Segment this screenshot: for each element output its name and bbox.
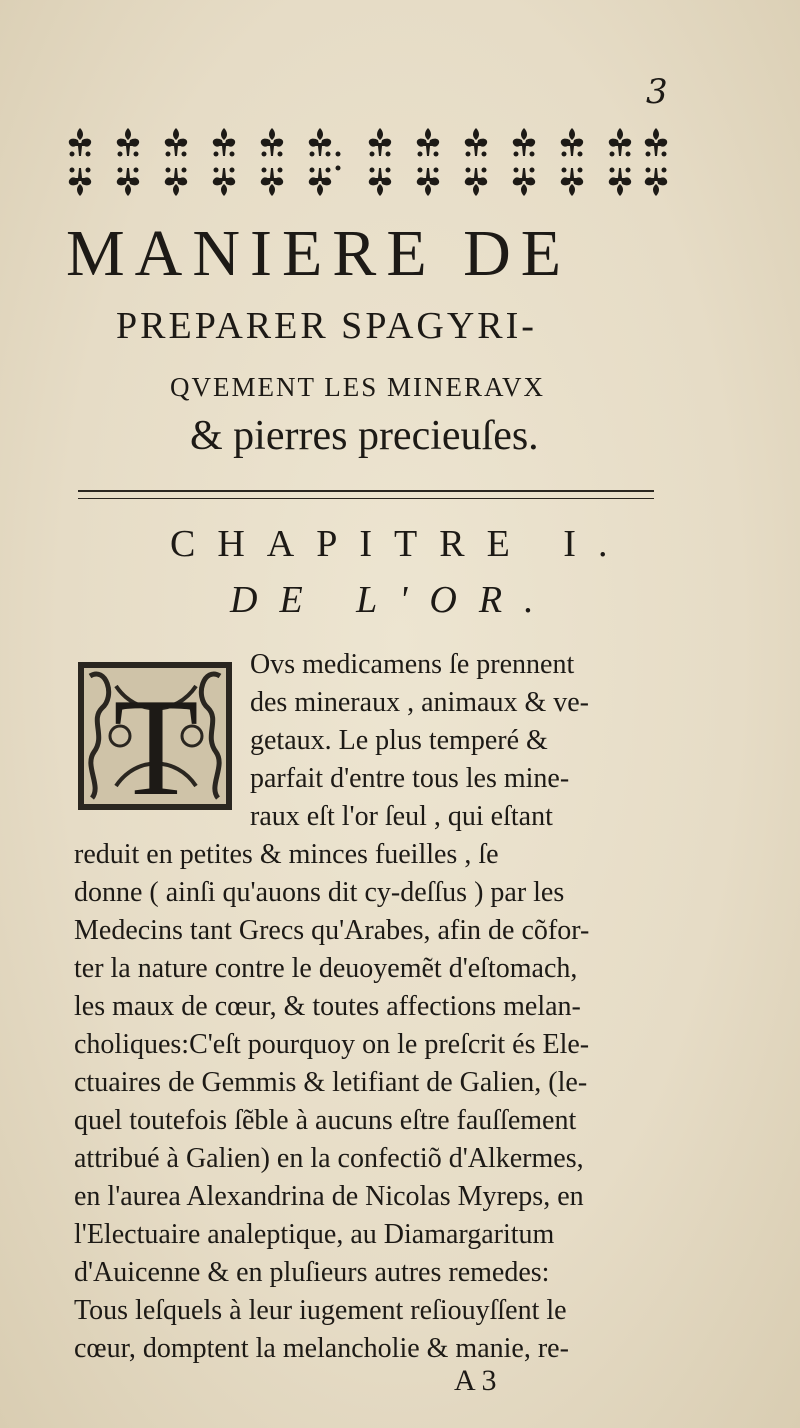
text-line: attribué à Galien) en la confectiõ d'Alkermes, xyxy=(74,1143,584,1174)
chapter-heading: CHAPITRE I. xyxy=(170,523,630,565)
text-line: parfait d'entre tous les mine- xyxy=(250,763,570,794)
double-rule-divider xyxy=(78,490,654,499)
text-line: les maux de cœur, & toutes affections melan- xyxy=(74,991,581,1022)
fleuron-ornament-band xyxy=(68,118,668,208)
text-line: raux eſt l'or ſeul , qui eſtant xyxy=(250,801,553,832)
text-line: getaux. Le plus temperé & xyxy=(250,725,548,756)
title-line-1: MANIERE DE xyxy=(66,217,572,290)
page-number: 3 xyxy=(646,72,668,112)
text-line: choliques:C'eſt pourquoy on le preſcrit és Ele- xyxy=(74,1029,590,1060)
text-line: des mineraux , animaux & ve- xyxy=(250,687,590,718)
decorated-initial-letter xyxy=(76,656,236,816)
text-line: Ovs medicamens ſe prennent xyxy=(250,649,575,680)
text-line: d'Auicenne & en pluſieurs autres remedes: xyxy=(74,1257,550,1288)
text-line: Medecins tant Grecs qu'Arabes, afin de cõfor- xyxy=(74,915,590,946)
text-line: en l'aurea Alexandrina de Nicolas Myreps, en xyxy=(74,1181,584,1212)
text-line: quel toutefois ſẽble à aucuns eſtre fauſſement xyxy=(74,1105,577,1136)
text-line: donne ( ainſi qu'auons dit cy-deſſus ) par les xyxy=(74,877,565,908)
title-line-3: QVEMENT LES MINERAVX xyxy=(170,372,546,402)
text-line: reduit en petites & minces fueilles , ſe xyxy=(74,839,499,870)
text-line: l'Electuaire analeptique, au Diamargaritum xyxy=(74,1219,555,1250)
signature-mark: A 3 xyxy=(454,1364,497,1397)
initial-letter-glyph: T xyxy=(113,670,199,816)
text-line: ctuaires de Gemmis & letifiant de Galien, (le- xyxy=(74,1067,588,1098)
text-line: ter la nature contre le deuoyemẽt d'eſtomach, xyxy=(74,953,578,984)
text-line: cœur, domptent la melancholie & manie, re- xyxy=(74,1333,569,1364)
chapter-subheading: DE L'OR. xyxy=(230,579,556,621)
title-line-4: & pierres precieuſes. xyxy=(190,413,539,459)
title-line-2: PREPARER SPAGYRI- xyxy=(116,305,537,347)
text-line: Tous leſquels à leur iugement reſiouyſſent le xyxy=(74,1295,567,1326)
